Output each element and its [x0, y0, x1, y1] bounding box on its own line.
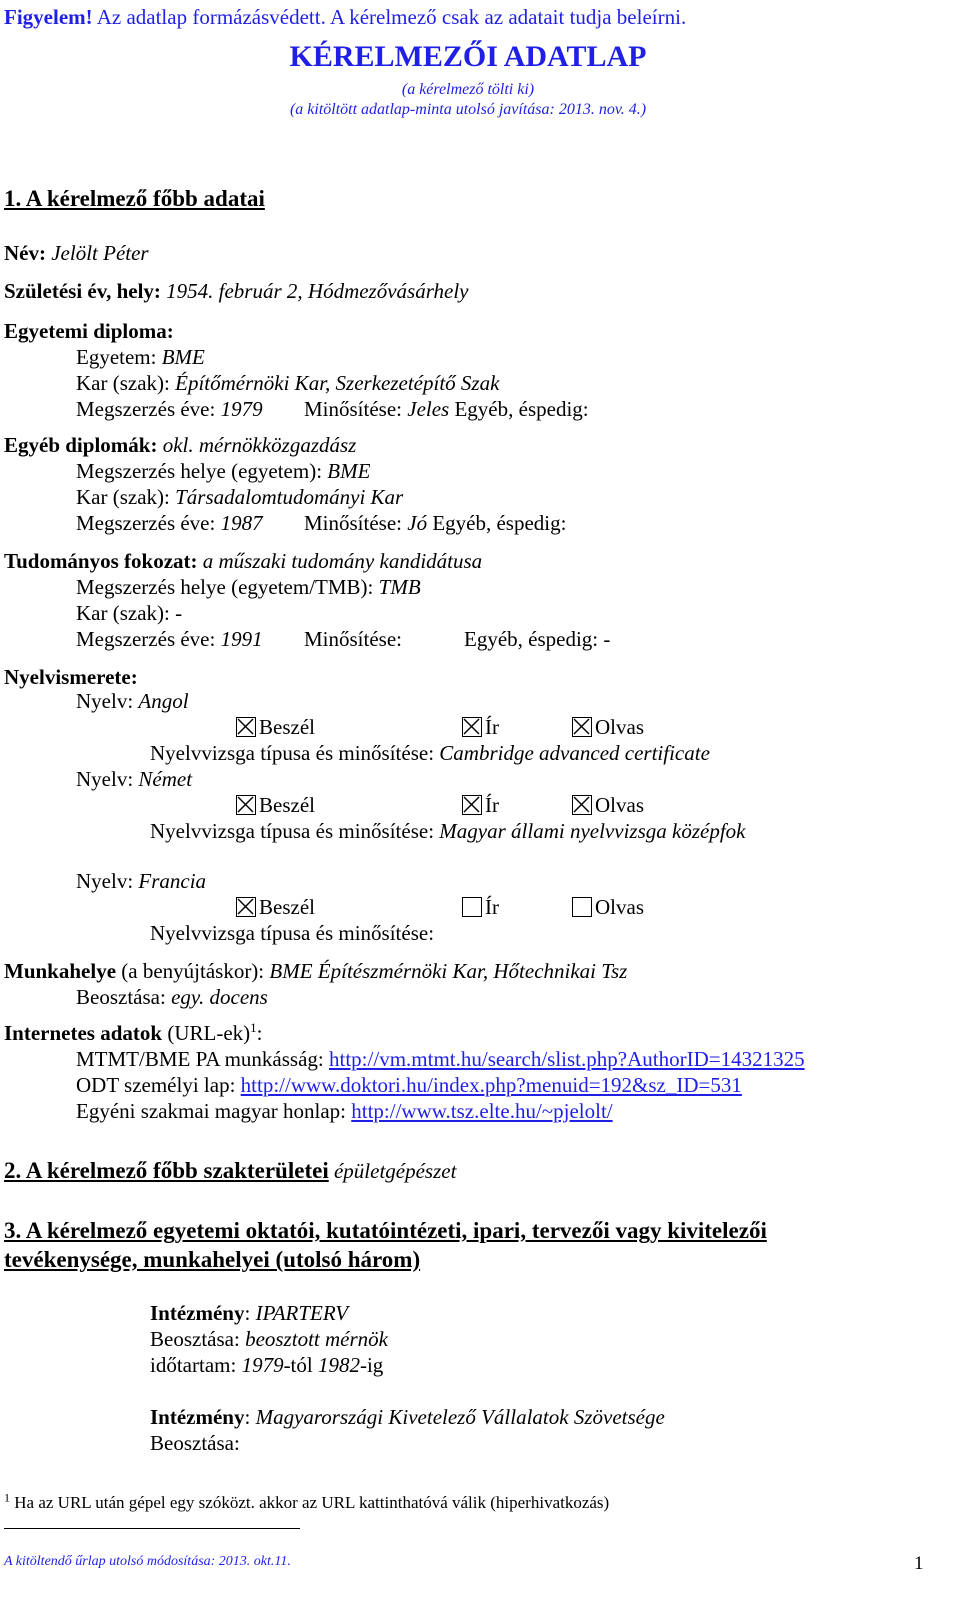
language-label: Nyelv: [76, 689, 134, 713]
read-label: Olvas [595, 715, 644, 739]
job1-period-to[interactable]: 1982 [317, 1353, 360, 1377]
section2-row [4, 1158, 456, 1184]
degree-uni-label: Egyetem: [76, 345, 157, 369]
exam-value[interactable]: Magyar állami nyelvvizsga középfok [439, 819, 746, 843]
exam-row [150, 740, 710, 766]
page-subtitle: (a kérelmező tölti ki) [401, 81, 535, 98]
science-degree-grade-label: Minősítése: [304, 627, 402, 651]
read-checkbox[interactable] [572, 717, 592, 737]
job2-institution-label: Intézmény [150, 1405, 245, 1429]
section3-heading-line1: 3. A kérelmező egyetemi oktatói, kutatóintézeti, ipari, tervezői vagy kivitelezői [4, 1218, 767, 1243]
speak-option[interactable] [236, 792, 315, 818]
job2-position-label: Beosztása: [150, 1431, 240, 1455]
workplace-value[interactable]: BME Építészmérnöki Kar, Hőtechnikai Tsz [269, 959, 628, 983]
write-label: Ír [485, 715, 499, 739]
write-checkbox[interactable] [462, 795, 482, 815]
format-notice [4, 4, 686, 30]
birth-value[interactable]: 1954. február 2, Hódmezővásárhely [166, 279, 469, 303]
internet-label-rest: (URL-ek) [162, 1021, 251, 1045]
other-degree-grade-label: Minősítése: [304, 511, 402, 535]
write-label: Ír [485, 793, 499, 817]
degree-uni-row [76, 344, 205, 370]
workplace-label-rest: (a benyújtáskor): [116, 959, 265, 983]
science-degree-year-label: Megszerzés éve: [76, 627, 216, 651]
other-degree-grade-row [304, 510, 566, 536]
footnote [4, 1490, 609, 1516]
workplace-position-label: Beosztása: [76, 985, 166, 1009]
job1-institution-row: Intézmény: IPARTERV [150, 1301, 349, 1325]
read-checkbox[interactable] [572, 897, 592, 917]
write-label: Ír [485, 895, 499, 919]
other-degree-row [4, 432, 356, 458]
footnote-mark: 1 [4, 1490, 10, 1505]
science-degree-place-label: Megszerzés helye (egyetem/TMB): [76, 575, 374, 599]
language-row [76, 688, 189, 714]
footnote-reference[interactable]: 1 [250, 1020, 257, 1035]
workplace-position-value[interactable]: egy. docens [171, 985, 268, 1009]
link-label-odt: ODT személyi lap: [76, 1073, 236, 1097]
degree-grade-label: Minősítése: [304, 397, 402, 421]
read-checkbox[interactable] [572, 795, 592, 815]
birth-row [4, 278, 469, 304]
language-name[interactable]: Német [138, 767, 193, 791]
degree-faculty-row [76, 370, 499, 396]
link-odt[interactable]: http://www.doktori.hu/index.php?menuid=192&sz_ID=531 [240, 1073, 742, 1097]
workplace-label: Munkahelye [4, 959, 117, 983]
science-degree-place-value[interactable]: TMB [378, 575, 421, 599]
other-degree-other-label: Egyéb, éspedig: [432, 511, 567, 535]
language-name[interactable]: Francia [138, 869, 207, 893]
exam-value[interactable]: Cambridge advanced certificate [439, 741, 710, 765]
link-mtmt[interactable]: http://vm.mtmt.hu/search/slist.php?AuthorID=14321325 [329, 1047, 805, 1071]
other-degree-grade-value[interactable]: Jó [407, 511, 428, 535]
science-degree-label: Tudományos fokozat: [4, 549, 198, 573]
other-degree-year-label: Megszerzés éve: [76, 511, 216, 535]
read-label: Olvas [595, 793, 644, 817]
degree-label: Egyetemi diploma: [4, 319, 174, 343]
internet-row [4, 1020, 262, 1046]
section2-value[interactable]: épületgépészet [333, 1159, 457, 1183]
footnote-text: Ha az URL után gépel egy szóközt. akkor az URL kattinthatóvá válik (hiperhivatkozás) [14, 1493, 610, 1512]
job1-institution-value[interactable]: IPARTERV [255, 1301, 349, 1325]
other-degree-faculty-row [76, 484, 403, 510]
degree-year-label: Megszerzés éve: [76, 397, 216, 421]
degree-year-value[interactable]: 1979 [220, 397, 263, 421]
job2-institution-value[interactable]: Magyarországi Kivetelező Vállalatok Szövetsége [255, 1405, 665, 1429]
speak-checkbox[interactable] [236, 795, 256, 815]
job1-period-from-suffix: -tól [283, 1353, 313, 1377]
other-degree-place-row [76, 458, 370, 484]
science-degree-other-label: Egyéb, éspedig: - [464, 627, 611, 651]
section1-heading: 1. A kérelmező főbb adatai [4, 186, 265, 211]
degree-faculty-label: Kar (szak): [76, 371, 170, 395]
speak-label: Beszél [259, 793, 315, 817]
write-checkbox[interactable] [462, 897, 482, 917]
internet-colon: : [256, 1021, 263, 1045]
revision-note: (a kitöltött adatlap-minta utolsó javítása: 2013. nov. 4.) [289, 101, 647, 118]
science-degree-year-value[interactable]: 1991 [220, 627, 263, 651]
exam-row [150, 818, 745, 844]
job2-position-row [150, 1430, 240, 1456]
page-number: 1 [914, 1553, 924, 1574]
speak-checkbox[interactable] [236, 717, 256, 737]
read-option[interactable] [572, 714, 644, 740]
birth-label: Születési év, hely: [4, 279, 161, 303]
language-row [76, 868, 206, 894]
read-option[interactable] [572, 894, 644, 920]
other-degree-value[interactable]: okl. mérnökközgazdász [162, 433, 357, 457]
workplace-row [4, 958, 627, 984]
job1-period-label: időtartam: [150, 1353, 237, 1377]
link-label-mtmt: MTMT/BME PA munkásság: [76, 1047, 324, 1071]
section2-heading: 2. A kérelmező főbb szakterületei [4, 1158, 329, 1183]
other-degree-faculty-label: Kar (szak): [76, 485, 170, 509]
workplace-position-row [76, 984, 268, 1010]
page-title: KÉRELMEZŐI ADATLAP [289, 40, 647, 73]
other-degree-label: Egyéb diplomák: [4, 433, 158, 457]
science-degree-value[interactable]: a műszaki tudomány kandidátusa [202, 549, 483, 573]
link-label-homepage: Egyéni szakmai magyar honlap: [76, 1099, 346, 1123]
name-label: Név: [4, 241, 46, 265]
other-degree-place-value[interactable]: BME [327, 459, 371, 483]
name-row [4, 240, 149, 266]
link-homepage[interactable]: http://www.tsz.elte.hu/~pjelolt/ [351, 1099, 613, 1123]
notice-label: Figyelem! [4, 5, 93, 29]
job1-position-row [150, 1326, 388, 1352]
footnote-separator [4, 1528, 300, 1529]
speak-label: Beszél [259, 715, 315, 739]
science-degree-faculty-label: Kar (szak): - [76, 601, 183, 625]
other-degree-year-row [76, 510, 263, 536]
job1-institution-label: Intézmény [150, 1301, 245, 1325]
science-degree-place-row [76, 574, 421, 600]
job2-institution-row: Intézmény: Magyarországi Kivetelező Vállalatok Szövetsége [150, 1405, 665, 1429]
notice-text: Az adatlap formázásvédett. A kérelmező csak az adatait tudja beleírni. [92, 5, 687, 29]
job1-period-from[interactable]: 1979 [241, 1353, 284, 1377]
exam-label: Nyelvvizsga típusa és minősítése: [150, 921, 435, 945]
other-degree-place-label: Megszerzés helye (egyetem): [76, 459, 323, 483]
language-label: Nyelv: [76, 869, 134, 893]
exam-label: Nyelvvizsga típusa és minősítése: [150, 819, 435, 843]
other-degree-faculty-value[interactable]: Társadalomtudományi Kar [175, 485, 404, 509]
degree-year-row [76, 396, 263, 422]
speak-option[interactable] [236, 894, 315, 920]
write-checkbox[interactable] [462, 717, 482, 737]
science-degree-year-row [76, 626, 263, 652]
speak-checkbox[interactable] [236, 897, 256, 917]
language-row [76, 766, 192, 792]
job1-position-value[interactable]: beosztott mérnök [245, 1327, 388, 1351]
write-option[interactable] [462, 714, 499, 740]
internet-label: Internetes adatok [4, 1021, 163, 1045]
link-row-odt [76, 1072, 742, 1098]
link-row-homepage [76, 1098, 613, 1124]
exam-label: Nyelvvizsga típusa és minősítése: [150, 741, 435, 765]
language-label: Nyelv: [76, 767, 134, 791]
footer-modified: A kitöltendő űrlap utolsó módosítása: 2013. okt.11. [4, 1554, 291, 1569]
speak-option[interactable] [236, 714, 315, 740]
section3-heading-line2: tevékenysége, munkahelyei (utolsó három) [4, 1247, 421, 1272]
read-label: Olvas [595, 895, 644, 919]
exam-row [150, 920, 434, 946]
read-option[interactable] [572, 792, 644, 818]
write-option[interactable] [462, 894, 499, 920]
job1-position-label: Beosztása: [150, 1327, 240, 1351]
language-name[interactable]: Angol [138, 689, 189, 713]
degree-faculty-value[interactable]: Építőmérnöki Kar, Szerkezetépítő Szak [175, 371, 500, 395]
other-degree-year-value[interactable]: 1987 [220, 511, 263, 535]
degree-other-label: Egyéb, éspedig: [454, 397, 589, 421]
degree-grade-row [304, 396, 589, 422]
job1-period-to-suffix: -ig [359, 1353, 384, 1377]
name-value[interactable]: Jelölt Péter [51, 241, 149, 265]
degree-uni-value[interactable]: BME [161, 345, 205, 369]
link-row-mtmt [76, 1046, 805, 1072]
write-option[interactable] [462, 792, 499, 818]
science-degree-row [4, 548, 482, 574]
languages-label: Nyelvismerete: [4, 665, 138, 689]
degree-grade-value[interactable]: Jeles [407, 397, 450, 421]
speak-label: Beszél [259, 895, 315, 919]
job1-period-row [150, 1352, 383, 1378]
